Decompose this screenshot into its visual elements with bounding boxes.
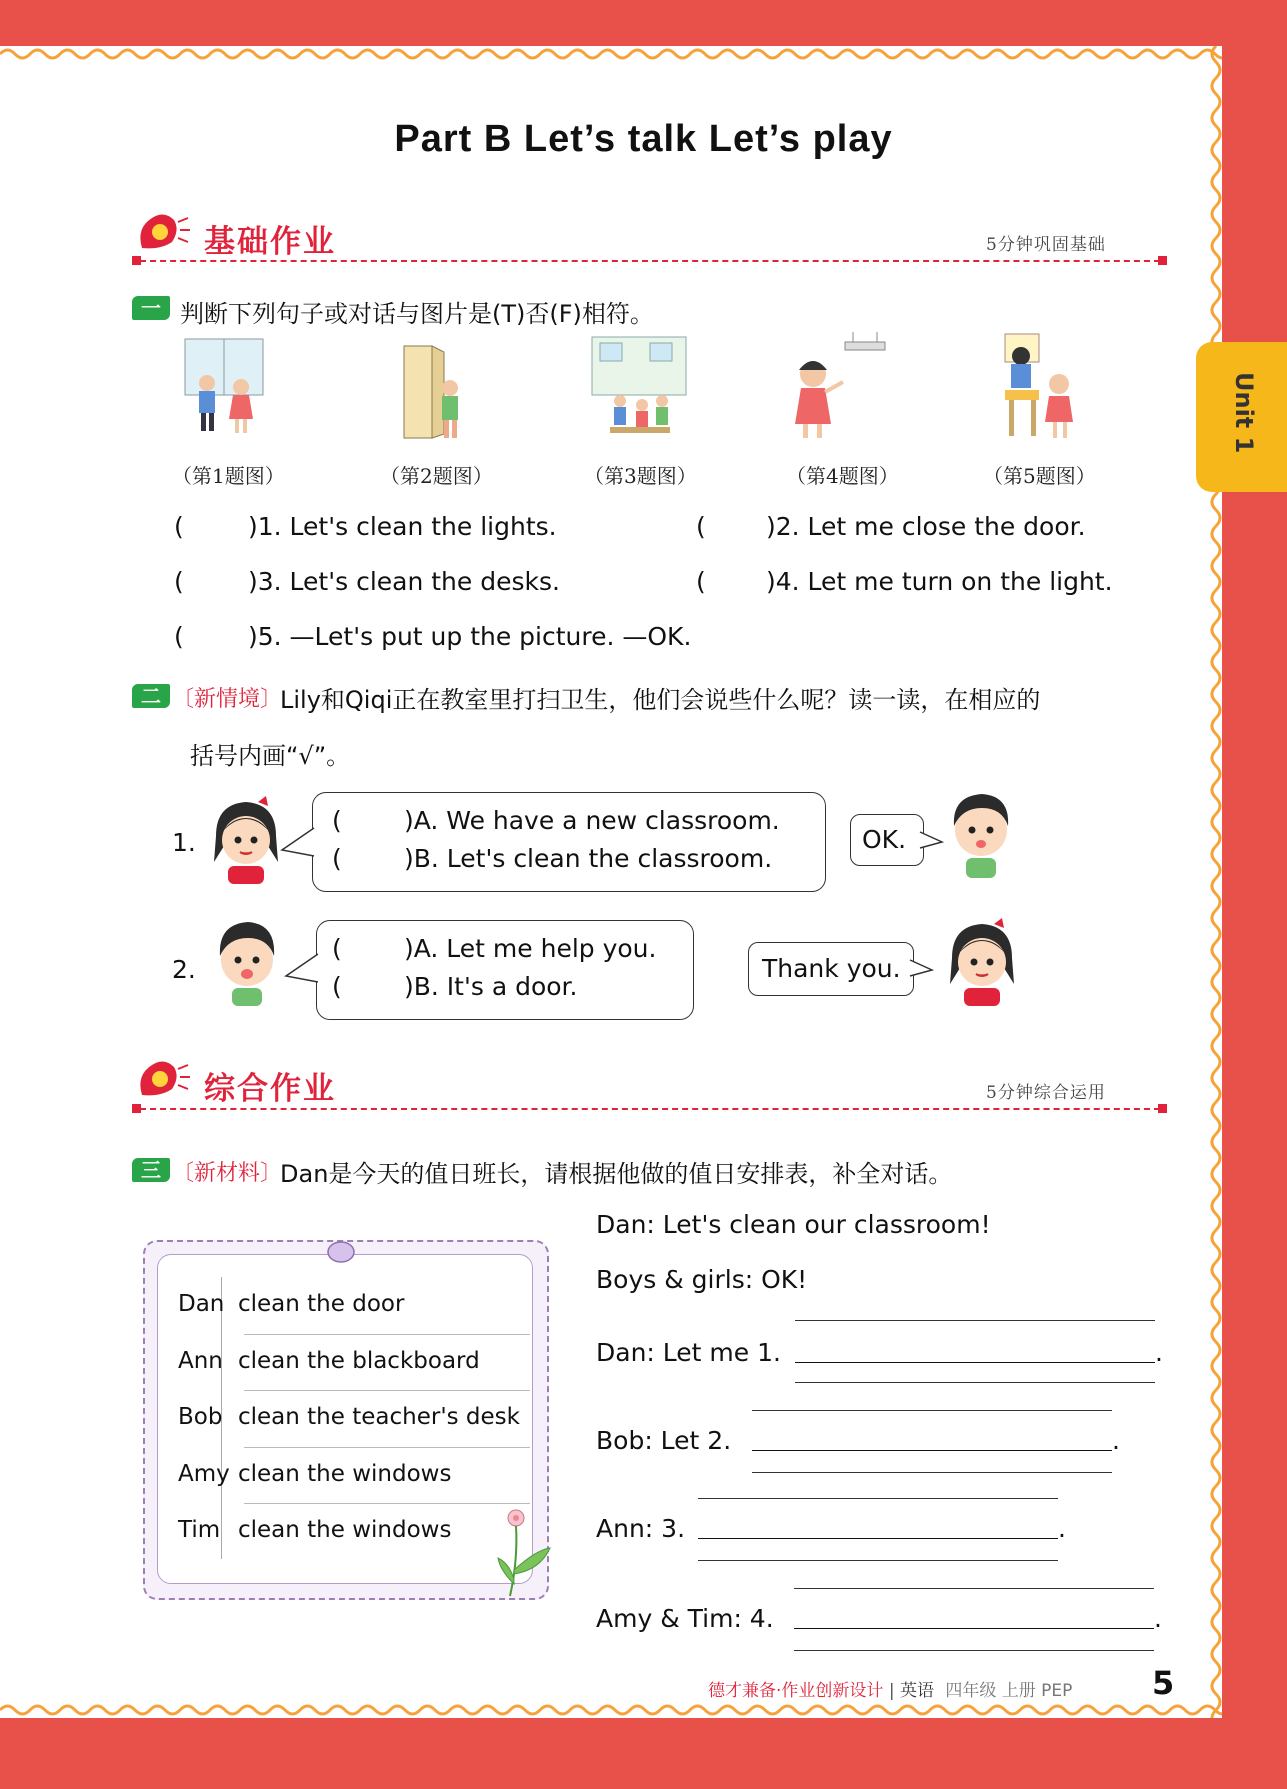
section-basic-title: 基础作业: [204, 224, 336, 260]
tf-item-3: )3. Let's clean the desks.: [248, 567, 560, 596]
page-number: 5: [1152, 1664, 1175, 1702]
answer-paren[interactable]: (: [174, 512, 184, 541]
dialogue-period: .: [1154, 1604, 1162, 1633]
duty-name: Bob: [178, 1404, 223, 1430]
answer-line-2[interactable]: [752, 1450, 1112, 1451]
caption-1: （第1题图）: [172, 464, 285, 488]
writing-guide: [795, 1320, 1155, 1321]
answer-line-3[interactable]: [698, 1538, 1058, 1539]
tf-item-4: )4. Let me turn on the light.: [766, 567, 1113, 596]
answer-line-4[interactable]: [794, 1628, 1154, 1629]
footer-subject: 英语: [899, 1681, 934, 1701]
bottom-wave-border: [0, 1702, 1222, 1718]
writing-guide: [752, 1472, 1112, 1473]
writing-guide: [752, 1410, 1112, 1411]
pin-icon: [326, 1240, 356, 1264]
question-badge-3: 三: [132, 1158, 170, 1182]
q2-prompt-line2: 括号内画“√”。: [190, 742, 351, 770]
dialogue-2-option-b: )B. It's a door.: [404, 972, 578, 1001]
divider-end: [1158, 1104, 1167, 1113]
section-basic-subtitle: 5分钟巩固基础: [986, 235, 1106, 255]
duty-task: clean the blackboard: [238, 1348, 480, 1374]
table-row: [168, 1390, 522, 1446]
tf-item-2: )2. Let me close the door.: [766, 512, 1086, 541]
answer-line-1[interactable]: [795, 1362, 1155, 1363]
dialogue-1-option-a: )A. We have a new classroom.: [404, 806, 780, 835]
question-badge-1: 一: [132, 296, 170, 320]
q2-prompt-line1: Lily和Qiqi正在教室里打扫卫生，他们会说些什么呢？读一读，在相应的: [280, 686, 1041, 714]
writing-guide: [794, 1588, 1154, 1589]
writing-guide: [795, 1382, 1155, 1383]
q3-tag: 〔新材料〕: [172, 1161, 283, 1186]
unit-tab[interactable]: [1196, 342, 1287, 492]
answer-paren[interactable]: (: [696, 512, 706, 541]
dialogue-period: .: [1058, 1514, 1066, 1543]
duty-name: Amy: [178, 1461, 230, 1487]
picture-4-light: [783, 330, 903, 445]
right-wave-border: [1208, 46, 1224, 1718]
divider-end: [1158, 256, 1167, 265]
dialogue-period: .: [1155, 1338, 1163, 1367]
duty-schedule-table: [157, 1254, 533, 1584]
picture-5-picture: [995, 330, 1085, 445]
section-comprehensive-title: 综合作业: [204, 1071, 336, 1107]
writing-guide: [794, 1650, 1154, 1651]
duty-name: Tim: [178, 1517, 221, 1543]
footer-series: 德才兼备·作业创新设计: [708, 1681, 884, 1701]
dialogue-line-6: Amy & Tim: 4.: [596, 1604, 774, 1633]
answer-paren[interactable]: (: [332, 844, 342, 873]
caption-2: （第2题图）: [380, 464, 493, 488]
table-row: [168, 1447, 522, 1503]
answer-paren[interactable]: (: [696, 567, 706, 596]
footer-grade: 四年级 上册 PEP: [945, 1681, 1073, 1701]
answer-paren[interactable]: (: [332, 934, 342, 963]
boy-avatar: [944, 786, 1018, 882]
bell-icon: [130, 1055, 190, 1105]
dialogue-line-5: Ann: 3.: [596, 1514, 686, 1543]
boy-avatar: [210, 912, 284, 1008]
duty-task: clean the teacher's desk: [238, 1404, 520, 1430]
duty-name: Ann: [178, 1348, 223, 1374]
writing-guide: [698, 1498, 1058, 1499]
caption-5: （第5题图）: [983, 464, 1096, 488]
bubble-tail: [918, 830, 944, 854]
q3-prompt: Dan是今天的值日班长，请根据他做的值日安排表，补全对话。: [280, 1160, 953, 1188]
dialogue-1-reply: OK.: [862, 825, 907, 854]
q1-prompt: 判断下列句子或对话与图片是(T)否(F)相符。: [180, 300, 654, 328]
picture-1-window-cleaning: [183, 335, 268, 445]
dialogue-period: .: [1112, 1426, 1120, 1455]
bubble-tail: [284, 952, 320, 986]
question-badge-2: 二: [132, 684, 170, 708]
dialogue-line-1: Dan: Let's clean our classroom!: [596, 1210, 991, 1239]
writing-guide: [698, 1560, 1058, 1561]
table-row: [168, 1503, 522, 1559]
table-row: [168, 1334, 522, 1390]
answer-paren[interactable]: (: [174, 567, 184, 596]
duty-name: Dan: [178, 1291, 225, 1317]
section-divider: [140, 260, 1160, 262]
tf-item-5: )5. —Let's put up the picture. —OK.: [248, 622, 692, 651]
duty-task: clean the windows: [238, 1517, 452, 1543]
dialogue-line-3: Dan: Let me 1.: [596, 1338, 781, 1367]
duty-task: clean the windows: [238, 1461, 452, 1487]
table-row: [168, 1277, 522, 1333]
answer-paren[interactable]: (: [174, 622, 184, 651]
picture-3-classroom: [590, 335, 690, 445]
duty-schedule-card: [143, 1240, 549, 1600]
dialogue-2-reply: Thank you.: [762, 954, 901, 983]
bubble-tail: [280, 826, 316, 860]
dialogue-1-number: 1.: [172, 828, 196, 857]
dialogue-2-number: 2.: [172, 955, 196, 984]
footer-separator: |: [888, 1681, 895, 1701]
bubble-tail: [908, 958, 934, 982]
picture-2-door: [398, 340, 478, 445]
q2-tag: 〔新情境〕: [172, 687, 283, 712]
top-wave-border: [0, 46, 1222, 62]
girl-avatar: [208, 796, 284, 886]
section-divider: [140, 1108, 1160, 1110]
tf-item-1: )1. Let's clean the lights.: [248, 512, 557, 541]
dialogue-line-2: Boys & girls: OK!: [596, 1265, 808, 1294]
dialogue-2-option-a: )A. Let me help you.: [404, 934, 657, 963]
caption-4: （第4题图）: [786, 464, 899, 488]
girl-avatar: [944, 918, 1020, 1010]
duty-task: clean the door: [238, 1291, 405, 1317]
flower-icon: [496, 1500, 556, 1600]
bell-icon: [130, 208, 190, 258]
page-footer: [708, 1676, 1072, 1701]
answer-paren[interactable]: (: [332, 806, 342, 835]
section-comprehensive-subtitle: 5分钟综合运用: [986, 1083, 1106, 1103]
unit-tab-label: Unit 1: [1230, 372, 1258, 454]
dialogue-1-option-b: )B. Let's clean the classroom.: [404, 844, 773, 873]
dialogue-line-4: Bob: Let 2.: [596, 1426, 732, 1455]
answer-paren[interactable]: (: [332, 972, 342, 1001]
caption-3: （第3题图）: [584, 464, 697, 488]
page-title: Part B Let’s talk Let’s play: [394, 118, 893, 160]
